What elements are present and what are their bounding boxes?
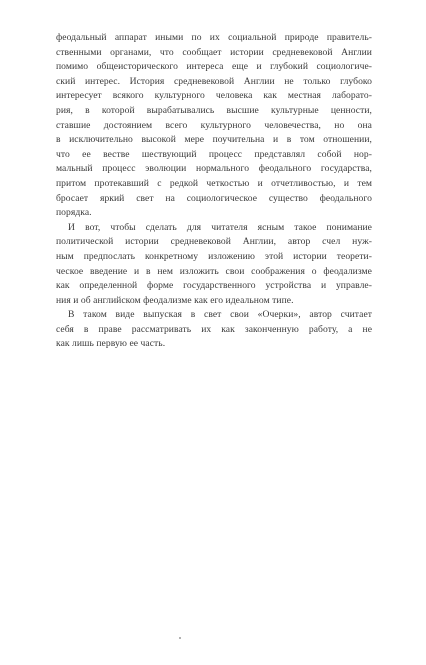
body-text (56, 31, 372, 352)
text-line: порядка. (56, 207, 92, 219)
text-line: ственными органами, что сообщает истории средневековой Англии (56, 46, 372, 58)
text-line: бросает яркий свет на социологическое существо феодального (56, 192, 372, 204)
paragraph-2 (56, 221, 372, 309)
text-line: интересует всякого культурного человека как местная лаборато- (56, 90, 372, 102)
text-line: мальный процесс эволюции нормального феодального государства, (56, 163, 372, 175)
text-line: ставшие достоянием всего культурного человечества, но она (56, 119, 372, 131)
text-line: рия, в которой вырабатывались высшие культурные ценности, (56, 104, 372, 116)
text-line: ческое введение и в нем изложить свои соображения о феодализме (56, 265, 372, 277)
text-line: ский интерес. История средневековой Англии не только глубоко (56, 75, 372, 87)
text-line: ния и об английском феодализме как его идеальном типе. (56, 294, 294, 306)
page-mark (179, 637, 181, 639)
text-line: И вот, чтобы сделать для читателя ясным такое понимание (68, 221, 372, 233)
text-line: В таком виде выпуская в свет свои «Очерки», автор считает (68, 309, 372, 321)
text-line: помимо общеисторического интереса еще и глубокий социологиче- (56, 61, 372, 73)
text-line: что ее вестве шествующий процесс представлял собой нор- (56, 148, 372, 160)
text-line: как лишь первую ее часть. (56, 338, 166, 350)
text-line: феодальный аппарат иными по их социальной природе правитель- (56, 32, 372, 43)
text-line: себя в праве рассматривать их как законченную работу, а не (56, 323, 372, 335)
text-line: притом протекавший с редкой четкостью и отчетливостью, и тем (56, 177, 372, 189)
text-line: как определенной форме государственного устройства и управле- (56, 280, 372, 292)
paragraph-1 (56, 31, 372, 221)
text-line: ным предпослать конкретному изложению этой истории теорети- (56, 250, 372, 262)
text-line: в исключительно высокой мере поучительна и в том отношении, (56, 134, 372, 146)
text-line: политической истории средневековой Англии, автор счел нуж- (56, 236, 372, 248)
paragraph-3 (56, 308, 372, 352)
